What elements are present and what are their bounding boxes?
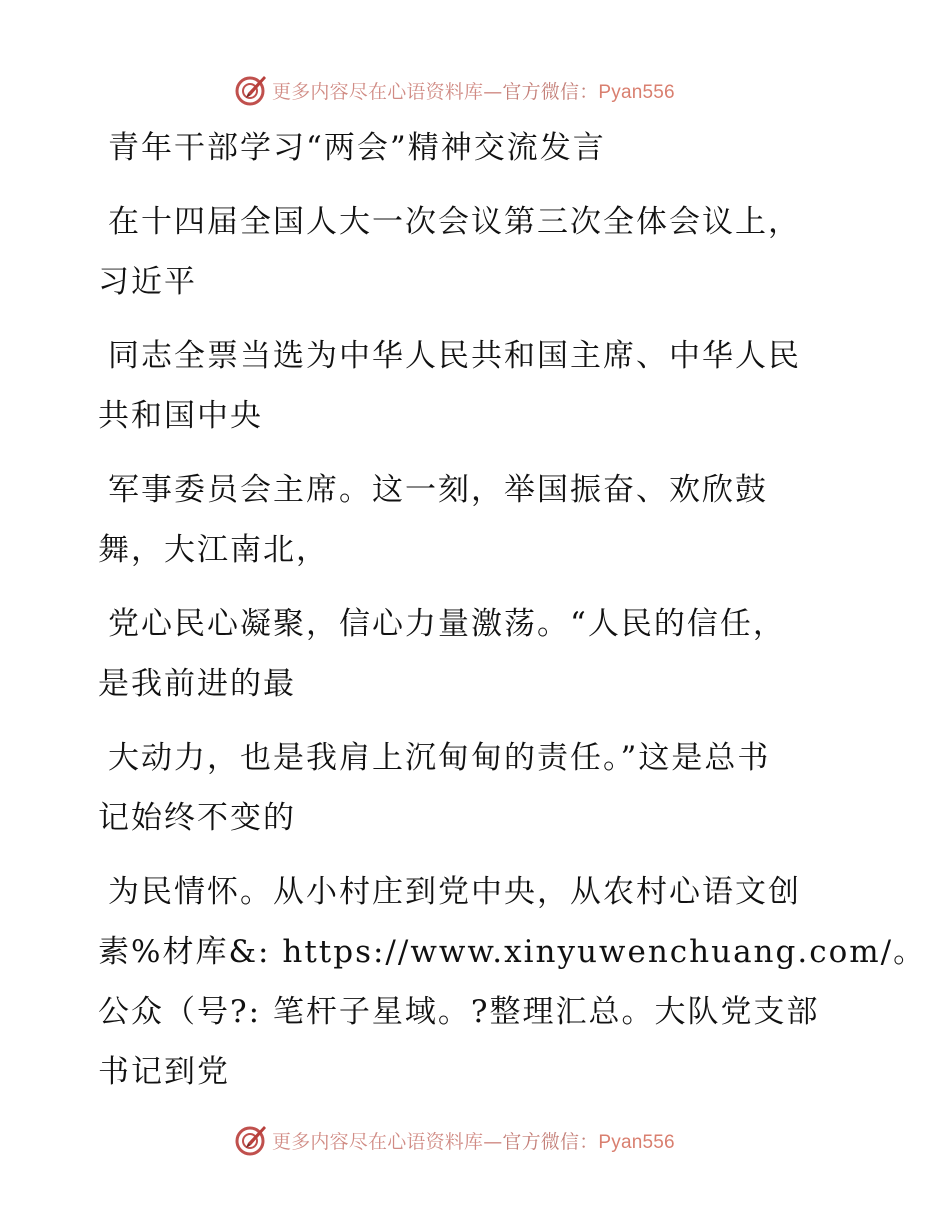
paragraph-line: 为民情怀。从小村庄到党中央，从农村心语文创 xyxy=(108,874,801,910)
paragraph-line: 是我前进的最 xyxy=(98,666,296,702)
watermark-site: 更多内容尽在心语资料库 xyxy=(272,1130,484,1153)
paragraph-line: 在十四届全国人大一次会议第三次全体会议上， xyxy=(108,204,801,240)
quill-pen-logo-icon xyxy=(234,1123,268,1157)
document-title: 青年干部学习“两会”精神交流发言 xyxy=(108,130,606,166)
watermark-site: 更多内容尽在心语资料库 xyxy=(272,80,484,103)
watermark-text xyxy=(272,1127,675,1154)
paragraph-line: 公众（号?: 笔杆子星域。?整理汇总。大队党支部 xyxy=(98,994,820,1030)
document-body xyxy=(98,118,927,1102)
paragraph-line: 习近平 xyxy=(98,264,197,300)
paragraph-line: 共和国中央 xyxy=(98,398,263,434)
watermark-text xyxy=(272,77,675,104)
paragraph-line: 同志全票当选为中华人民共和国主席、中华人民 xyxy=(108,338,801,374)
footer-watermark xyxy=(234,1122,675,1158)
quill-pen-logo-icon xyxy=(234,73,268,107)
paragraph-line: 素%材库&: https://www.xinyuwenchuang.com/。 xyxy=(98,934,927,970)
watermark-dash: — xyxy=(483,1130,503,1153)
paragraph-line: 大动力，也是我肩上沉甸甸的责任。”这是总书 xyxy=(108,740,771,776)
paragraph-line: 军事委员会主席。这一刻，举国振奋、欢欣鼓 xyxy=(108,472,768,508)
paragraph-line: 书记到党 xyxy=(98,1054,230,1090)
header-watermark xyxy=(234,72,675,108)
paragraph-line: 记始终不变的 xyxy=(98,800,296,836)
paragraph-line: 党心民心凝聚，信心力量激荡。“人民的信任， xyxy=(108,606,786,642)
watermark-wechat-label: 官方微信： xyxy=(502,80,599,103)
watermark-handle: Pyan556 xyxy=(598,1131,675,1153)
watermark-handle: Pyan556 xyxy=(598,81,675,103)
watermark-wechat-label: 官方微信： xyxy=(502,1130,599,1153)
paragraph-line: 舞，大江南北， xyxy=(98,532,329,568)
watermark-dash: — xyxy=(483,80,503,103)
